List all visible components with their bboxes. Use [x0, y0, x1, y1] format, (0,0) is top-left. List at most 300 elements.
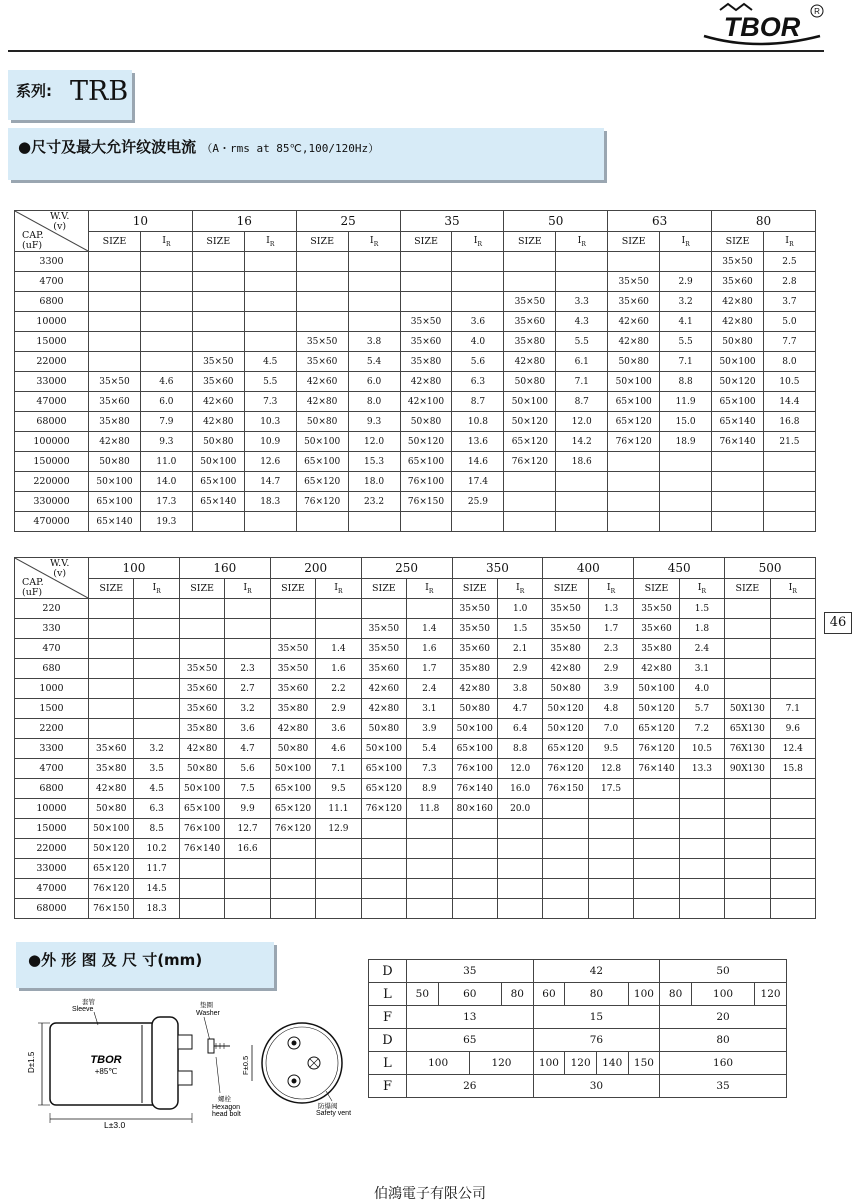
ripple-cell: 2.9: [588, 659, 633, 679]
capacitance-cell: 47000: [15, 392, 89, 412]
cap-label: [22, 578, 44, 598]
size-cell: 50X130: [725, 699, 770, 719]
ripple-cell: 12.4: [770, 739, 815, 759]
ripple-cell: 17.4: [452, 472, 504, 492]
size-cell: 50×100: [296, 432, 348, 452]
ripple-cell: [588, 819, 633, 839]
size-cell: 42×80: [89, 432, 141, 452]
capacitance-cell: 3300: [15, 252, 89, 272]
table-row: [15, 639, 816, 659]
capacitance-cell: 470: [15, 639, 89, 659]
size-cell: [89, 619, 134, 639]
ripple-cell: [348, 272, 400, 292]
size-cell: [608, 452, 660, 472]
capacitance-cell: 22000: [15, 352, 89, 372]
wv-unit: (v): [53, 221, 67, 232]
size-cell: 65×100: [179, 799, 224, 819]
ripple-cell: 18.3: [134, 899, 179, 919]
size-cell: 50×80: [192, 432, 244, 452]
size-cell: 35×80: [89, 412, 141, 432]
size-cell: [296, 312, 348, 332]
size-cell: [543, 899, 588, 919]
ripple-cell: [679, 879, 724, 899]
size-cell: [543, 839, 588, 859]
header-rule: [8, 50, 824, 52]
size-cell: 50×80: [452, 699, 497, 719]
ripple-cell: [763, 512, 815, 532]
size-cell: [192, 512, 244, 532]
ripple-cell: [588, 879, 633, 899]
ripple-cell: 11.7: [134, 859, 179, 879]
size-cell: [452, 859, 497, 879]
footer-company: 伯鴻電子有限公司: [374, 1186, 486, 1202]
table-row: [15, 779, 816, 799]
ripple-cell: 3.9: [407, 719, 452, 739]
size-cell: [400, 292, 452, 312]
size-cell: [361, 839, 406, 859]
table-row: [15, 312, 816, 332]
ripple-subscript: R: [789, 240, 794, 248]
ripple-symbol: I: [369, 235, 374, 247]
ripple-cell: [140, 332, 192, 352]
capacitance-cell: 15000: [15, 332, 89, 352]
page-number: 46: [824, 612, 852, 634]
ripple-cell: [770, 659, 815, 679]
ripple-cell: [407, 839, 452, 859]
ripple-cell: [407, 879, 452, 899]
size-cell: [504, 472, 556, 492]
size-cell: 35×50: [634, 599, 679, 619]
ripple-cell: 6.4: [497, 719, 542, 739]
dim-l-value: 120: [565, 1052, 597, 1075]
size-cell: [270, 619, 315, 639]
ripple-cell: [348, 312, 400, 332]
ripple-cell: 8.7: [452, 392, 504, 412]
dim-label-f: F: [369, 1075, 407, 1098]
ripple-cell: [452, 512, 504, 532]
dim-l-value: 150: [628, 1052, 660, 1075]
ripple-cell: [244, 292, 296, 312]
ripple-cell: 8.0: [763, 352, 815, 372]
ripple-symbol: I: [606, 582, 611, 594]
ripple-cell: 21.5: [763, 432, 815, 452]
ripple-cell: [244, 252, 296, 272]
size-cell: 35×50: [543, 619, 588, 639]
ripple-cell: 2.9: [316, 699, 361, 719]
ripple-cell: 2.7: [225, 679, 270, 699]
size-cell: [608, 492, 660, 512]
size-cell: [192, 252, 244, 272]
size-cell: 65×140: [89, 512, 141, 532]
ripple-header: [679, 579, 724, 599]
ripple-cell: 15.8: [770, 759, 815, 779]
ripple-cell: 4.6: [316, 739, 361, 759]
voltage-header: 450: [634, 558, 725, 579]
size-cell: 65×120: [270, 799, 315, 819]
ripple-cell: 16.6: [225, 839, 270, 859]
size-cell: 65×120: [296, 472, 348, 492]
size-cell: [89, 699, 134, 719]
ripple-symbol: I: [577, 235, 582, 247]
ripple-cell: 14.0: [140, 472, 192, 492]
ripple-cell: [140, 272, 192, 292]
ripple-cell: 10.8: [452, 412, 504, 432]
size-cell: 65×120: [543, 739, 588, 759]
size-cell: [89, 639, 134, 659]
ripple-header: [660, 232, 712, 252]
ripple-cell: [770, 599, 815, 619]
ripple-symbol: I: [243, 582, 248, 594]
ripple-cell: 5.5: [660, 332, 712, 352]
size-cell: 35×80: [634, 639, 679, 659]
size-cell: 35×50: [452, 619, 497, 639]
section2-title: ●外 形 图 及 尺 寸(mm): [28, 951, 203, 969]
ripple-cell: 3.2: [134, 739, 179, 759]
ripple-symbol: I: [152, 582, 157, 594]
dim-f-value: 26: [407, 1075, 534, 1098]
ripple-cell: [679, 899, 724, 919]
size-cell: 76×100: [400, 472, 452, 492]
ripple-cell: 12.8: [588, 759, 633, 779]
size-cell: 76×120: [634, 739, 679, 759]
size-cell: 50×120: [400, 432, 452, 452]
ripple-cell: 3.6: [316, 719, 361, 739]
dim-f-value: 13: [407, 1006, 534, 1029]
ripple-cell: 17.3: [140, 492, 192, 512]
capacitance-cell: 4700: [15, 759, 89, 779]
ripple-cell: [679, 819, 724, 839]
ripple-cell: [556, 512, 608, 532]
ripple-cell: [556, 272, 608, 292]
washer-cn: 垫圈: [200, 1002, 213, 1009]
ripple-cell: 10.3: [244, 412, 296, 432]
ripple-header: [556, 232, 608, 252]
size-cell: [192, 292, 244, 312]
size-cell: 50×100: [192, 452, 244, 472]
ripple-cell: [348, 512, 400, 532]
size-cell: 35×50: [270, 659, 315, 679]
ripple-subscript: R: [338, 587, 343, 595]
ripple-cell: 4.8: [588, 699, 633, 719]
f-dimension-label: F±0.5: [241, 1055, 250, 1075]
ripple-cell: 5.5: [556, 332, 608, 352]
ripple-cell: 13.6: [452, 432, 504, 452]
ripple-symbol: I: [681, 235, 686, 247]
size-cell: 35×80: [89, 759, 134, 779]
ripple-cell: [770, 619, 815, 639]
ripple-cell: 7.1: [660, 352, 712, 372]
size-header: SIZE: [712, 232, 764, 252]
dim-row-l: [369, 983, 787, 1006]
size-cell: 35×50: [270, 639, 315, 659]
size-cell: [725, 879, 770, 899]
capacitance-cell: 10000: [15, 312, 89, 332]
ripple-symbol: I: [425, 582, 429, 594]
ripple-cell: 3.6: [225, 719, 270, 739]
size-cell: 50×80: [543, 679, 588, 699]
size-cell: 35×50: [179, 659, 224, 679]
capacitance-cell: 1000: [15, 679, 89, 699]
wv-text: W.V.: [50, 211, 70, 222]
ripple-cell: 3.3: [556, 292, 608, 312]
capacitance-cell: 680: [15, 659, 89, 679]
capacitance-cell: 150000: [15, 452, 89, 472]
ripple-subscript: R: [792, 587, 797, 595]
size-cell: 76×120: [608, 432, 660, 452]
size-cell: [89, 679, 134, 699]
size-cell: [361, 599, 406, 619]
ripple-cell: 9.5: [316, 779, 361, 799]
dim-l-value: 100: [691, 983, 754, 1006]
size-cell: 65×120: [634, 719, 679, 739]
size-cell: 35×80: [270, 699, 315, 719]
size-header: SIZE: [296, 232, 348, 252]
ripple-cell: 18.9: [660, 432, 712, 452]
ripple-cell: 5.6: [225, 759, 270, 779]
ripple-cell: [140, 312, 192, 332]
dim-l-value: 100: [533, 1052, 565, 1075]
size-cell: [179, 639, 224, 659]
ripple-cell: [134, 699, 179, 719]
ripple-cell: [770, 639, 815, 659]
size-header: SIZE: [400, 232, 452, 252]
dim-l-value: 80: [565, 983, 628, 1006]
size-cell: [296, 512, 348, 532]
ripple-cell: [497, 899, 542, 919]
ripple-cell: 2.1: [497, 639, 542, 659]
voltage-header: 500: [725, 558, 816, 579]
sleeve-en: Sleeve: [72, 1006, 94, 1013]
ripple-subscript: R: [373, 240, 379, 248]
size-header: SIZE: [179, 579, 224, 599]
size-cell: 42×80: [400, 372, 452, 392]
size-cell: [89, 332, 141, 352]
ripple-cell: 6.0: [140, 392, 192, 412]
size-cell: 42×80: [504, 352, 556, 372]
size-cell: [89, 659, 134, 679]
size-cell: 42×80: [543, 659, 588, 679]
column-header-row: [15, 579, 816, 599]
table-row: [15, 252, 816, 272]
ripple-cell: [588, 839, 633, 859]
table-row: [15, 739, 816, 759]
size-cell: 50×80: [712, 332, 764, 352]
dim-d-value: 80: [660, 1029, 787, 1052]
size-cell: 35×50: [361, 639, 406, 659]
capacitance-cell: 10000: [15, 799, 89, 819]
ripple-cell: 14.4: [763, 392, 815, 412]
size-cell: 35×60: [89, 739, 134, 759]
ripple-cell: [679, 779, 724, 799]
ripple-cell: 7.3: [407, 759, 452, 779]
ripple-cell: 4.7: [225, 739, 270, 759]
capacitor-logo-text: TBOR: [90, 1054, 122, 1066]
ripple-cell: [244, 512, 296, 532]
ripple-cell: 9.9: [225, 799, 270, 819]
hexagon-en-1: Hexagon: [212, 1104, 241, 1111]
size-cell: 65×100: [192, 472, 244, 492]
size-cell: [89, 252, 141, 272]
size-cell: [361, 879, 406, 899]
size-cell: [179, 619, 224, 639]
ripple-cell: [134, 599, 179, 619]
capacitance-cell: 22000: [15, 839, 89, 859]
size-cell: [296, 292, 348, 312]
size-cell: 65×100: [361, 759, 406, 779]
ripple-subscript: R: [581, 240, 586, 248]
size-cell: 50×80: [89, 799, 134, 819]
size-cell: 35×80: [452, 659, 497, 679]
size-cell: 80×160: [452, 799, 497, 819]
ripple-cell: [348, 292, 400, 312]
capacitance-cell: 470000: [15, 512, 89, 532]
dim-f-value: 20: [660, 1006, 787, 1029]
size-cell: 65×100: [452, 739, 497, 759]
voltage-header: 50: [504, 211, 608, 232]
ripple-cell: 1.8: [679, 619, 724, 639]
ripple-cell: 3.6: [452, 312, 504, 332]
size-header: SIZE: [89, 232, 141, 252]
ripple-subscript: R: [701, 587, 707, 595]
d-dimension-label: D±1.5: [27, 1051, 36, 1073]
ripple-cell: 2.2: [316, 679, 361, 699]
size-cell: [504, 272, 556, 292]
size-cell: 35×60: [179, 699, 224, 719]
capacitance-cell: 220: [15, 599, 89, 619]
ripple-header: [316, 579, 361, 599]
dim-label-l: L: [369, 1052, 407, 1075]
ripple-cell: 10.5: [679, 739, 724, 759]
ripple-cell: 4.0: [452, 332, 504, 352]
ripple-cell: 4.3: [556, 312, 608, 332]
size-cell: 50×80: [504, 372, 556, 392]
ripple-subscript: R: [519, 587, 525, 595]
size-cell: 35×60: [179, 679, 224, 699]
voltage-header: 160: [179, 558, 270, 579]
dim-row-f: [369, 1006, 787, 1029]
ripple-cell: [134, 619, 179, 639]
ripple-cell: 8.7: [556, 392, 608, 412]
ripple-cell: [316, 879, 361, 899]
capacitance-cell: 68000: [15, 412, 89, 432]
ripple-cell: [679, 799, 724, 819]
ripple-cell: 11.0: [140, 452, 192, 472]
size-cell: 90X130: [725, 759, 770, 779]
ripple-cell: 4.1: [660, 312, 712, 332]
size-cell: [179, 879, 224, 899]
size-header: SIZE: [634, 579, 679, 599]
size-header: SIZE: [192, 232, 244, 252]
dim-label-l: L: [369, 983, 407, 1006]
dim-row-l: [369, 1052, 787, 1075]
size-cell: 50×80: [179, 759, 224, 779]
ripple-cell: 4.6: [140, 372, 192, 392]
voltage-header: 400: [543, 558, 634, 579]
ripple-subscript: R: [156, 587, 161, 595]
l-dimension-label: L±3.0: [104, 1120, 126, 1130]
ripple-cell: 7.3: [244, 392, 296, 412]
ripple-cell: 5.0: [763, 312, 815, 332]
ripple-cell: 7.2: [679, 719, 724, 739]
ripple-cell: [316, 899, 361, 919]
size-cell: 76X130: [725, 739, 770, 759]
size-cell: 50×100: [89, 472, 141, 492]
size-cell: 35×80: [400, 352, 452, 372]
size-cell: 76×120: [543, 759, 588, 779]
dim-l-value: 100: [407, 1052, 470, 1075]
table-row: [15, 759, 816, 779]
ripple-cell: [134, 679, 179, 699]
size-cell: [712, 492, 764, 512]
dim-d-value: 35: [407, 960, 534, 983]
ripple-cell: 9.3: [348, 412, 400, 432]
size-cell: [634, 859, 679, 879]
ripple-subscript: R: [477, 240, 483, 248]
ripple-cell: [134, 639, 179, 659]
size-cell: 35×50: [712, 252, 764, 272]
sleeve-cn: 套管: [82, 999, 95, 1006]
washer-en: Washer: [196, 1010, 220, 1017]
ripple-cell: 12.9: [316, 819, 361, 839]
ripple-cell: [316, 619, 361, 639]
size-cell: 50×120: [89, 839, 134, 859]
voltage-header: 25: [296, 211, 400, 232]
size-cell: 76×150: [89, 899, 134, 919]
size-cell: 76×120: [361, 799, 406, 819]
ripple-cell: [770, 859, 815, 879]
size-cell: 50×100: [179, 779, 224, 799]
size-cell: [270, 859, 315, 879]
table-row: [15, 679, 816, 699]
voltage-header: 16: [192, 211, 296, 232]
size-cell: [89, 292, 141, 312]
size-cell: 76×150: [543, 779, 588, 799]
size-cell: [192, 272, 244, 292]
size-cell: [543, 879, 588, 899]
size-cell: 42×80: [608, 332, 660, 352]
capacitance-cell: 6800: [15, 292, 89, 312]
size-cell: [452, 879, 497, 899]
table-row: [15, 659, 816, 679]
size-cell: 76×140: [712, 432, 764, 452]
size-cell: [179, 599, 224, 619]
ripple-cell: 5.7: [679, 699, 724, 719]
dim-d-value: 42: [533, 960, 660, 983]
ripple-cell: 15.0: [660, 412, 712, 432]
table-row: [15, 839, 816, 859]
size-cell: [634, 779, 679, 799]
table-row: [15, 799, 816, 819]
ripple-cell: 1.7: [588, 619, 633, 639]
table-row: [15, 452, 816, 472]
ripple-cell: 9.3: [140, 432, 192, 452]
table-row: [15, 392, 816, 412]
ripple-cell: 11.8: [407, 799, 452, 819]
size-cell: 50×80: [296, 412, 348, 432]
ripple-symbol: I: [473, 235, 478, 247]
table-row: [15, 859, 816, 879]
table-row: [15, 719, 816, 739]
dim-row-f: [369, 1075, 787, 1098]
size-cell: [634, 879, 679, 899]
ripple-cell: 8.8: [497, 739, 542, 759]
size-cell: [89, 312, 141, 332]
ripple-cell: 9.6: [770, 719, 815, 739]
corner-cell: [15, 558, 89, 599]
ripple-cell: 8.8: [660, 372, 712, 392]
ripple-cell: 15.3: [348, 452, 400, 472]
size-cell: [192, 312, 244, 332]
